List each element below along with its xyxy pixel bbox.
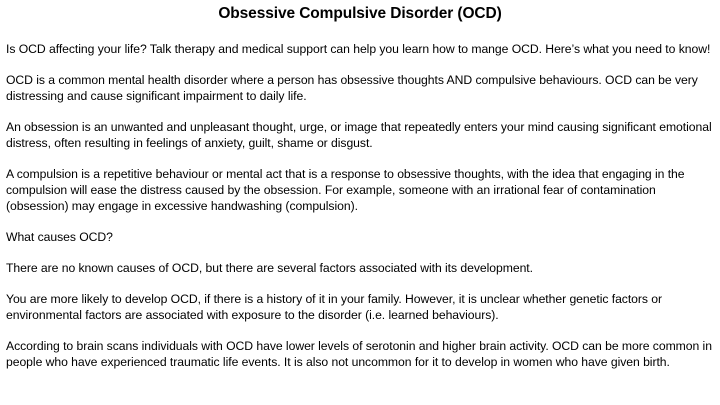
paragraph-family-history: You are more likely to develop OCD, if there is a history of it in your family. However, it is unclear whether genetic factors or environmental factors are associated with exposure to the disorder (i.e. learned behaviours).	[6, 292, 663, 322]
paragraph-compulsion: A compulsion is a repetitive behaviour or mental act that is a response to obsessive thoughts, with the idea that engaging in the compulsion will ease the distress caused by the obsession. For example, someone with an irrational fear of contamination (obsession) may engage in excessive handwashing (compulsion).	[6, 167, 685, 213]
document-title: Obsessive Compulsive Disorder (OCD)	[218, 5, 502, 22]
paragraph-definition: OCD is a common mental health disorder where a person has obsessive thoughts AND compulsive behaviours. OCD can be very distressing and cause significant impairment to daily life.	[6, 73, 698, 103]
paragraph-causes-question: What causes OCD?	[6, 230, 113, 244]
paragraph-obsession: An obsession is an unwanted and unpleasant thought, urge, or image that repeatedly enters your mind causing significant emotional distress, often resulting in feelings of anxiety, guilt, shame or disgust.	[6, 120, 712, 150]
document-body	[6, 41, 714, 370]
paragraph-intro: Is OCD affecting your life? Talk therapy and medical support can help you learn how to mange OCD. Here’s what you need to know!	[6, 42, 711, 56]
paragraph-no-known-causes: There are no known causes of OCD, but there are several factors associated with its development.	[6, 261, 533, 275]
paragraph-brain-scans: According to brain scans individuals with OCD have lower levels of serotonin and higher brain activity. OCD can be more common in people who have experienced traumatic life events. It is also not uncommon for it to develop in women who have given birth.	[6, 339, 712, 369]
